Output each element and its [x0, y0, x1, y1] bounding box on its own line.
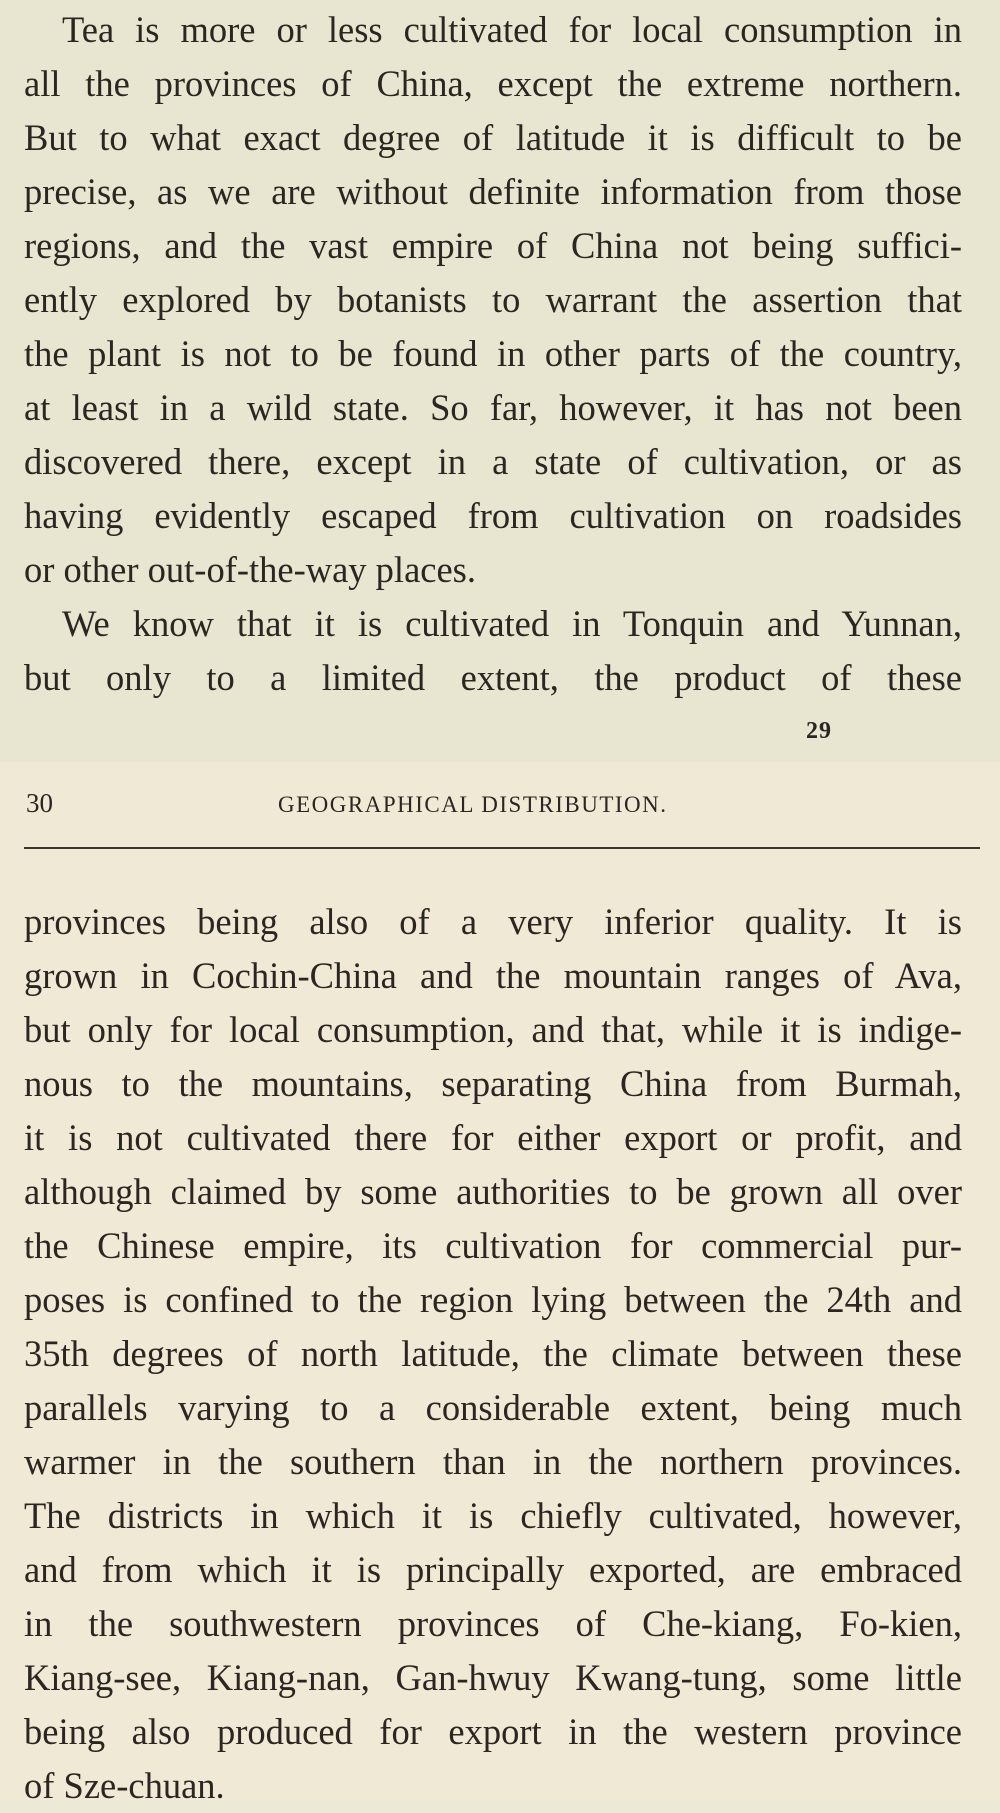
text-line: warmer in the southern than in the northern provinces.: [24, 1441, 962, 1482]
text-line: Kiang-see, Kiang-nan, Gan-hwuy Kwang-tung, some little: [24, 1657, 962, 1698]
text-line: although claimed by some authorities to be grown all over: [24, 1171, 962, 1212]
text-line: The districts in which it is chiefly cultivated, however,: [24, 1495, 962, 1536]
paragraph: [24, 895, 962, 1813]
text-line: poses is confined to the region lying between the 24th and: [24, 1279, 962, 1320]
text-line: grown in Cochin-China and the mountain ranges of Ava,: [24, 955, 962, 996]
text-line: or other out-of-the-way places.: [24, 549, 477, 590]
paragraph: [24, 597, 962, 705]
text-line: regions, and the vast empire of China not being suffici-: [24, 225, 962, 266]
text-line: in the southwestern provinces of Che-kiang, Fo-kien,: [24, 1603, 962, 1644]
text-line: Tea is more or less cultivated for local consumption in: [62, 9, 962, 50]
page-29: [0, 0, 1000, 762]
text-line: the plant is not to be found in other parts of the country,: [24, 333, 962, 374]
running-head-title: GEOGRAPHICAL DISTRIBUTION.: [278, 792, 668, 817]
text-line: having evidently escaped from cultivation on roadsides: [24, 495, 962, 536]
header-rule: [24, 847, 980, 849]
text-line: it is not cultivated there for either export or profit, and: [24, 1117, 962, 1158]
running-head: [24, 785, 984, 825]
text-line: and from which it is principally exported, are embraced: [24, 1549, 962, 1590]
paragraph: [24, 3, 962, 597]
text-line: all the provinces of China, except the extreme northern.: [24, 63, 962, 104]
text-line: but only for local consumption, and that, while it is indige-: [24, 1009, 962, 1050]
page-number: 29: [806, 718, 832, 744]
text-line: precise, as we are without definite information from those: [24, 171, 962, 212]
text-line: provinces being also of a very inferior quality. It is: [24, 901, 962, 942]
text-line: but only to a limited extent, the product of these: [24, 657, 962, 698]
text-line: nous to the mountains, separating China from Burmah,: [24, 1063, 962, 1104]
text-line: We know that it is cultivated in Tonquin and Yunnan,: [62, 603, 962, 644]
page-29-body: [24, 3, 962, 705]
text-line: But to what exact degree of latitude it is difficult to be: [24, 117, 962, 158]
text-line: ently explored by botanists to warrant the assertion that: [24, 279, 962, 320]
text-line: the Chinese empire, its cultivation for commercial pur-: [24, 1225, 962, 1266]
text-line: discovered there, except in a state of cultivation, or as: [24, 441, 962, 482]
text-line: being also produced for export in the western province: [24, 1711, 962, 1752]
page-number: 30: [26, 788, 53, 818]
text-line: at least in a wild state. So far, however, it has not been: [24, 387, 962, 428]
text-line: 35th degrees of north latitude, the climate between these: [24, 1333, 962, 1374]
text-line: parallels varying to a considerable extent, being much: [24, 1387, 962, 1428]
page-30-body: [24, 895, 962, 1813]
text-line: of Sze-chuan.: [24, 1765, 225, 1806]
